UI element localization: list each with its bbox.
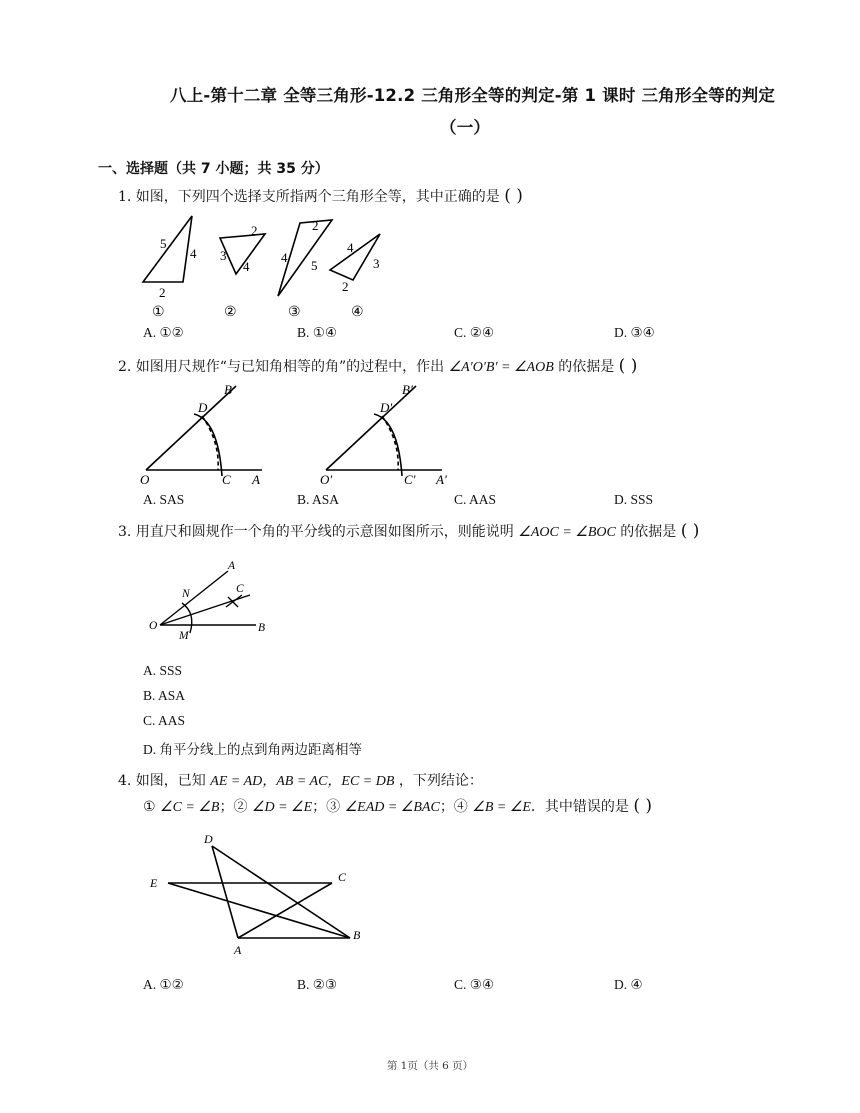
- q1-option-c[interactable]: C. ②④: [454, 325, 494, 340]
- question-3-math: ∠AOC = ∠BOC: [518, 525, 616, 540]
- page-title-continued: （一）: [440, 118, 491, 137]
- q2-label-d-prime: D′: [380, 400, 393, 415]
- q1-t4-label-b: 3: [373, 256, 380, 271]
- q3-label-n: N: [182, 588, 190, 600]
- q4-option-c[interactable]: C. ③④: [454, 977, 494, 992]
- q3-label-o: O: [149, 620, 158, 632]
- q2-option-b[interactable]: B. ASA: [297, 492, 340, 507]
- q1-t2-label-c: 4: [243, 259, 250, 274]
- q2-label-a: A: [252, 472, 260, 487]
- question-4-conclusions: [143, 796, 652, 816]
- question-2-text: 2. 如图用尺规作“与已知角相等的角”的过程中，作出: [118, 359, 445, 375]
- conclusion-2-num: ；②: [219, 799, 248, 815]
- page-title: 八上-第十二章 全等三角形-12.2 三角形全等的判定-第 1 课时 三角形全等的判定: [170, 86, 776, 105]
- q2-figure: [132, 380, 472, 490]
- q1-t1-label-c: 2: [159, 285, 166, 300]
- q3-label-b: B: [258, 622, 266, 634]
- section-header: 一、选择题（共 7 小题；共 35 分）: [98, 161, 329, 177]
- conclusion-3: ∠EAD = ∠BAC: [344, 800, 440, 815]
- q1-t2-label-a: 2: [251, 223, 258, 238]
- q2-label-a-prime: A′: [436, 472, 447, 487]
- q1-option-b[interactable]: B. ①④: [297, 325, 337, 340]
- q1-t3-label-a: 2: [312, 218, 319, 233]
- q2-option-d[interactable]: D. SSS: [614, 492, 654, 507]
- q2-label-b-prime: B′: [402, 382, 413, 397]
- q2-label-c: C: [222, 472, 231, 487]
- conclusion-2: ∠D = ∠E: [251, 800, 313, 815]
- question-4: [118, 770, 483, 790]
- question-2: [118, 356, 637, 376]
- q1-t2-label-b: 3: [220, 248, 227, 263]
- conclusion-4-num: ；④: [439, 799, 468, 815]
- answer-bracket: ( ): [618, 356, 638, 376]
- q4-label-e: E: [150, 876, 158, 890]
- q4-label-a: A: [234, 943, 242, 957]
- question-2-text-end: 的依据是: [558, 359, 615, 375]
- q2-option-a[interactable]: A. SAS: [143, 492, 185, 507]
- question-3-text: 3. 用直尺和圆规作一个角的平分线的示意图如图所示，则能说明: [118, 524, 514, 540]
- q4-label-c: C: [338, 870, 347, 884]
- q2-label-d: D: [198, 400, 208, 415]
- q4-figure: [142, 826, 382, 961]
- q3-option-b[interactable]: B. ASA: [143, 688, 186, 703]
- answer-bracket: ( ): [504, 186, 523, 206]
- q3-label-a: A: [228, 560, 236, 572]
- q1-t3-label-c: 5: [311, 258, 318, 273]
- question-3: [118, 521, 699, 541]
- q2-label-b: B: [224, 382, 232, 397]
- q3-option-d[interactable]: D. 角平分线上的点到角两边距离相等: [143, 742, 362, 757]
- q4-option-b[interactable]: B. ②③: [297, 977, 337, 992]
- page-footer: 第 1页（共 6 页）: [386, 1060, 474, 1072]
- q1-figure: [130, 212, 400, 322]
- question-2-math: ∠A′O′B′ = ∠AOB: [448, 360, 554, 375]
- q1-fig-num-2: ②: [224, 305, 237, 320]
- question-4-text: 4. 如图，已知: [118, 773, 206, 789]
- q2-label-c-prime: C′: [404, 472, 416, 487]
- q3-option-c[interactable]: C. AAS: [143, 713, 186, 728]
- conclusion-1: ∠C = ∠B: [160, 800, 220, 815]
- question-3-text-end: 的依据是: [620, 524, 677, 540]
- q1-t4-label-a: 4: [347, 240, 354, 255]
- q3-label-c: C: [236, 583, 244, 595]
- q3-label-m: M: [179, 630, 189, 642]
- q1-t4-label-c: 2: [342, 279, 349, 294]
- q1-t1-label-b: 4: [190, 246, 197, 261]
- q1-fig-num-4: ④: [351, 305, 364, 320]
- conclusion-1-num: ①: [143, 799, 156, 815]
- answer-bracket: ( ): [680, 521, 700, 541]
- q2-option-c[interactable]: C. AAS: [454, 492, 497, 507]
- answer-bracket: ( ): [633, 796, 653, 816]
- question-4-math: AE = AD，AB = AC，EC = DB: [210, 774, 395, 789]
- q1-t1-label-a: 5: [160, 236, 167, 251]
- question-1: [118, 186, 523, 206]
- q3-option-a[interactable]: A. SSS: [143, 663, 183, 678]
- q1-t3-label-b: 4: [281, 250, 288, 265]
- q1-option-d[interactable]: D. ③④: [614, 325, 655, 340]
- question-4-ask: ．其中错误的是: [530, 799, 629, 815]
- q1-fig-num-3: ③: [288, 305, 301, 320]
- q4-label-d: D: [204, 832, 213, 846]
- q4-option-d[interactable]: D. ④: [614, 977, 643, 992]
- q2-label-o: O: [140, 472, 150, 487]
- q4-option-a[interactable]: A. ①②: [143, 977, 184, 992]
- q3-figure: [142, 555, 282, 645]
- question-1-text: 1. 如图，下列四个选择支所指两个三角形全等，其中正确的是: [118, 189, 500, 205]
- q2-label-o-prime: O′: [320, 472, 333, 487]
- question-4-text-end: ，下列结论：: [398, 773, 483, 789]
- conclusion-3-num: ；③: [312, 799, 341, 815]
- conclusion-4: ∠B = ∠E: [472, 800, 531, 815]
- q4-label-b: B: [353, 928, 361, 942]
- q1-fig-num-1: ①: [152, 305, 165, 320]
- q1-option-a[interactable]: A. ①②: [143, 325, 184, 340]
